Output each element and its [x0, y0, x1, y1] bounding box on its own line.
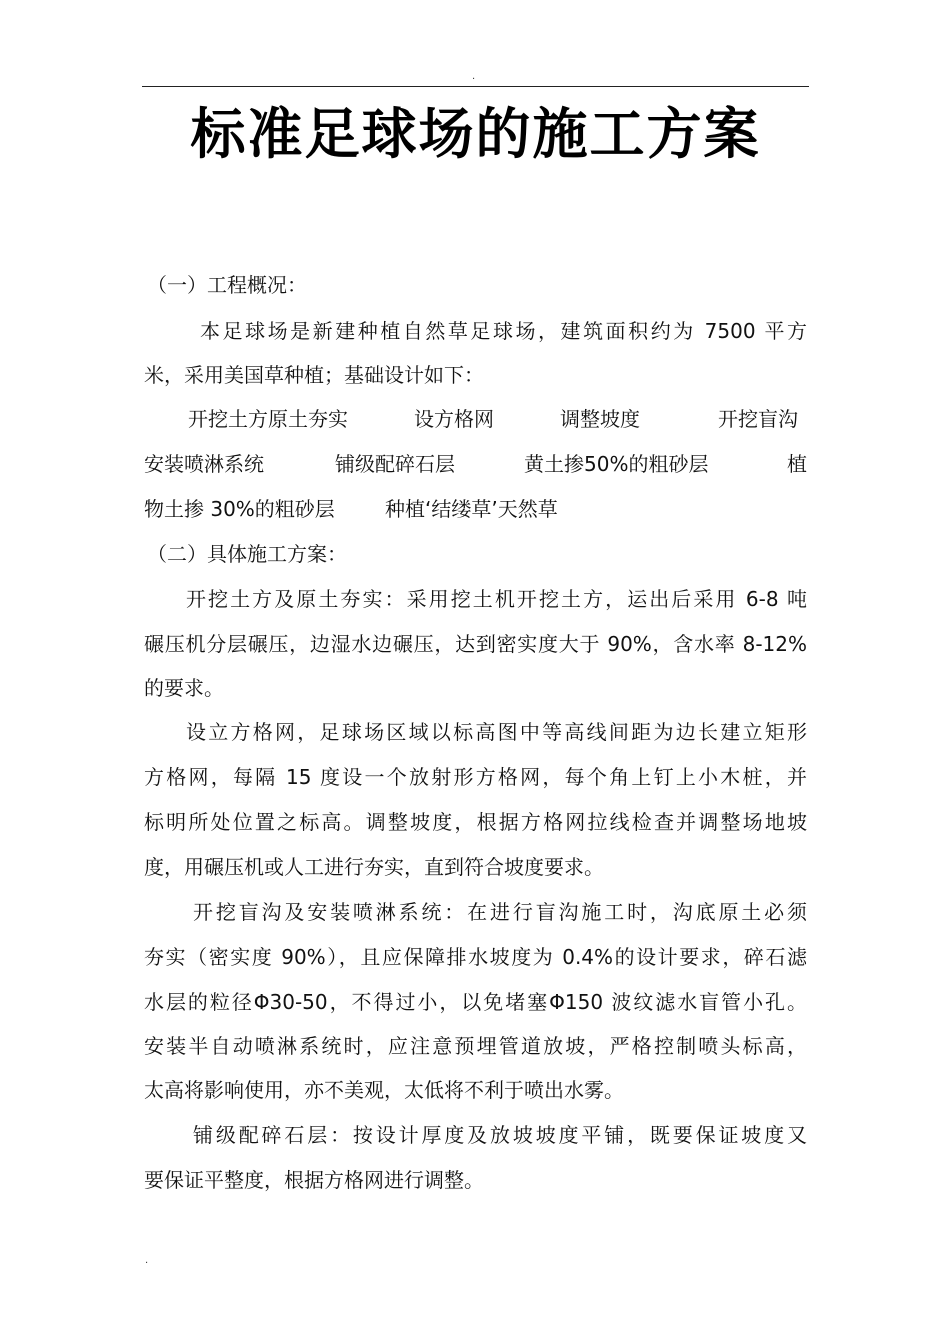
- step-grid: 设方格网: [414, 407, 494, 431]
- p1-line-3: 的要求。: [144, 676, 224, 700]
- intro-line-1: 本足球场是新建种植自然草足球场，建筑面积约为 7500 平方: [200, 319, 807, 343]
- p3-line-1: 开挖盲沟及安装喷淋系统：在进行盲沟施工时，沟底原土必须: [193, 900, 807, 924]
- step-slope: 调整坡度: [560, 407, 640, 431]
- step-drain: 开挖盲沟: [718, 407, 798, 431]
- step-plant-soil-sand: 物土掺 30%的粗砂层: [144, 497, 335, 521]
- p3-line-2: 夯实（密实度 90%），且应保障排水坡度为 0.4%的设计要求，碎石滤: [144, 945, 807, 969]
- p3-line-4: 安装半自动喷淋系统时，应注意预埋管道放坡，严格控制喷头标高，: [144, 1034, 807, 1058]
- p3-line-5: 太高将影响使用，亦不美观，太低将不利于喷出水雾。: [144, 1078, 624, 1102]
- step-plant-soil-start: 植: [787, 452, 807, 476]
- p2-line-2: 方格网，每隔 15 度设一个放射形方格网，每个角上钉上小木桩，并: [144, 765, 807, 789]
- section-heading-plan: （二）具体施工方案：: [147, 542, 347, 566]
- step-loess-sand: 黄土掺50%的粗砂层: [524, 452, 709, 476]
- step-excavate: 开挖土方原土夯实: [188, 407, 348, 431]
- p2-line-1: 设立方格网，足球场区域以标高图中等高线间距为边长建立矩形: [186, 720, 807, 744]
- p2-line-4: 度，用碾压机或人工进行夯实，直到符合坡度要求。: [144, 855, 604, 879]
- p1-line-1: 开挖土方及原土夯实：采用挖土机开挖土方，运出后采用 6-8 吨: [186, 587, 807, 611]
- footer-mark: .: [145, 1255, 149, 1266]
- document-title: 标准足球场的施工方案: [190, 102, 761, 166]
- step-plant-grass: 种植‘结缕草’天然草: [385, 497, 558, 521]
- intro-line-2: 米，采用美国草种植；基础设计如下：: [144, 363, 484, 387]
- p1-line-2: 碾压机分层碾压，边湿水边碾压，达到密实度大于 90%，含水率 8-12%: [144, 632, 807, 656]
- step-sprinkler: 安装喷淋系统: [144, 452, 264, 476]
- header-rule: [142, 86, 809, 87]
- p4-line-1: 铺级配碎石层：按设计厚度及放坡坡度平铺，既要保证坡度又: [193, 1123, 807, 1147]
- p2-line-3: 标明所处位置之标高。调整坡度，根据方格网拉线检查并调整场地坡: [144, 810, 807, 834]
- p3-line-3: 水层的粒径Φ30-50，不得过小，以免堵塞Φ150 波纹滤水盲管小孔。: [144, 990, 807, 1014]
- step-gravel: 铺级配碎石层: [335, 452, 455, 476]
- section-heading-overview: （一）工程概况：: [147, 273, 307, 297]
- p4-line-2: 要保证平整度，根据方格网进行调整。: [144, 1168, 484, 1192]
- header-mark: .: [472, 71, 476, 82]
